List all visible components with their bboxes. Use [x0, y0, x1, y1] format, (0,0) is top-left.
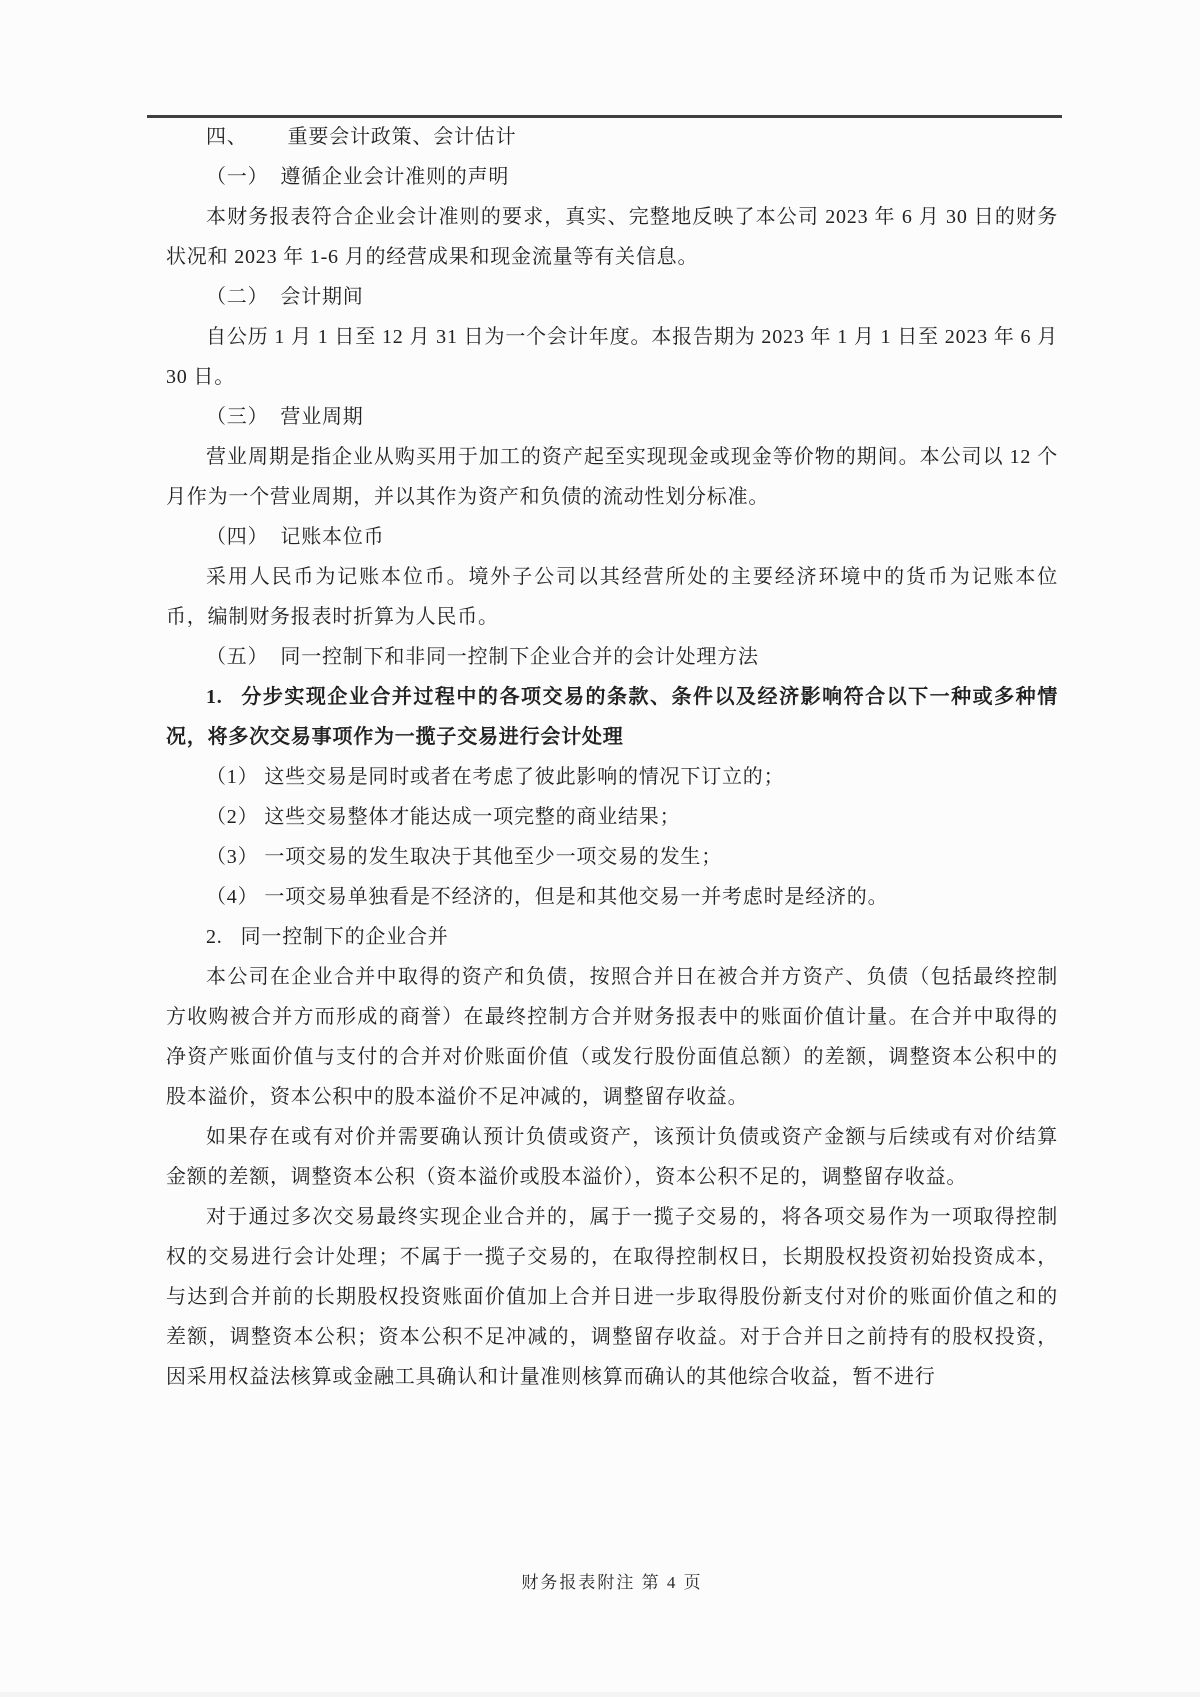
main-heading-number: 四、 — [206, 126, 248, 148]
section-heading-4 — [166, 517, 1058, 557]
paragraph-operating-cycle: 营业周期是指企业从购买用于加工的资产起至实现现金或现金等价物的期间。本公司以 12 个月作为一个营业周期，并以其作为资产和负债的流动性划分标准。 — [166, 446, 1058, 508]
list-item-2 — [166, 797, 1058, 837]
section-heading-1-number: （一） — [206, 166, 269, 188]
subsection-2-heading — [166, 917, 1058, 957]
subsection-2-number: 2. — [206, 926, 223, 948]
paragraph-merger-common-control: 本公司在企业合并中取得的资产和负债，按照合并日在被合并方资产、负债（包括最终控制方收购被合并方而形成的商誉）在最终控制方合并财务报表中的账面价值计量。在合并中取得的净资产账面价值与支付的合并对价账面价值（或发行股份面值总额）的差额，调整资本公积中的股本溢价，资本公积中的股本溢价不足冲减的，调整留存收益。 — [166, 966, 1058, 1108]
list-item-4 — [166, 877, 1058, 917]
page-footer — [166, 1566, 1058, 1600]
list-item-3 — [166, 837, 1058, 877]
section-heading-5 — [166, 637, 1058, 677]
section-heading-2-number: （二） — [206, 286, 269, 308]
section-heading-5-number: （五） — [206, 646, 269, 668]
list-item-1 — [166, 757, 1058, 797]
subsection-1-number: 1. — [206, 686, 223, 708]
section-heading-3-number: （三） — [206, 406, 269, 428]
paragraph-contingent-consideration: 如果存在或有对价并需要确认预计负债或资产，该预计负债或资产金额与后续或有对价结算金额的差额，调整资本公积（资本溢价或股本溢价），资本公积不足的，调整留存收益。 — [166, 1126, 1058, 1188]
subsection-1-title: 分步实现企业合并过程中的各项交易的条款、条件以及经济影响符合以下一种或多种情况，将多次交易事项作为一揽子交易进行会计处理 — [166, 686, 1058, 748]
list-item-2-label: （2） — [206, 806, 259, 828]
section-heading-1-title: 遵循企业会计准则的声明 — [280, 166, 510, 188]
page-content — [166, 117, 1058, 1397]
main-heading-title: 重要会计政策、会计估计 — [287, 126, 517, 148]
list-item-1-text: 这些交易是同时或者在考虑了彼此影响的情况下订立的； — [264, 766, 785, 788]
list-item-3-text: 一项交易的发生取决于其他至少一项交易的发生； — [264, 846, 723, 868]
list-item-1-label: （1） — [206, 766, 259, 788]
list-item-3-label: （3） — [206, 846, 259, 868]
paragraph-accounting-period: 自公历 1 月 1 日至 12 月 31 日为一个会计年度。本报告期为 2023 年 1 月 1 日至 2023 年 6 月 30 日。 — [166, 326, 1058, 388]
paragraph-accounting-standards: 本财务报表符合企业会计准则的要求，真实、完整地反映了本公司 2023 年 6 月 30 日的财务状况和 2023 年 1-6 月的经营成果和现金流量等有关信息。 — [166, 206, 1058, 268]
subsection-2-title: 同一控制下的企业合并 — [240, 926, 449, 948]
subsection-1-heading — [166, 677, 1058, 757]
list-item-2-text: 这些交易整体才能达成一项完整的商业结果； — [264, 806, 681, 828]
section-heading-3 — [166, 397, 1058, 437]
bottom-edge-strip — [0, 1692, 1200, 1697]
paragraph-functional-currency: 采用人民币为记账本位币。境外子公司以其经营所处的主要经济环境中的货币为记账本位币，编制财务报表时折算为人民币。 — [166, 566, 1058, 628]
section-heading-2 — [166, 277, 1058, 317]
main-heading — [166, 117, 1058, 157]
list-item-4-label: （4） — [206, 886, 259, 908]
section-heading-4-title: 记账本位币 — [280, 526, 385, 548]
section-heading-1 — [166, 157, 1058, 197]
section-heading-4-number: （四） — [206, 526, 269, 548]
section-heading-5-title: 同一控制下和非同一控制下企业合并的会计处理方法 — [280, 646, 759, 668]
section-heading-3-title: 营业周期 — [280, 406, 364, 428]
footer-page-label: 财务报表附注 第 4 页 — [521, 1573, 703, 1592]
section-heading-2-title: 会计期间 — [280, 286, 364, 308]
paragraph-step-acquisition: 对于通过多次交易最终实现企业合并的，属于一揽子交易的，将各项交易作为一项取得控制权的交易进行会计处理；不属于一揽子交易的，在取得控制权日，长期股权投资初始投资成本，与达到合并前的长期股权投资账面价值加上合并日进一步取得股份新支付对价的账面价值之和的差额，调整资本公积；资本公积不足冲减的，调整留存收益。对于合并日之前持有的股权投资，因采用权益法核算或金融工具确认和计量准则核算而确认的其他综合收益，暂不进行 — [166, 1206, 1058, 1388]
list-item-4-text: 一项交易单独看是不经济的，但是和其他交易一并考虑时是经济的。 — [264, 886, 889, 908]
